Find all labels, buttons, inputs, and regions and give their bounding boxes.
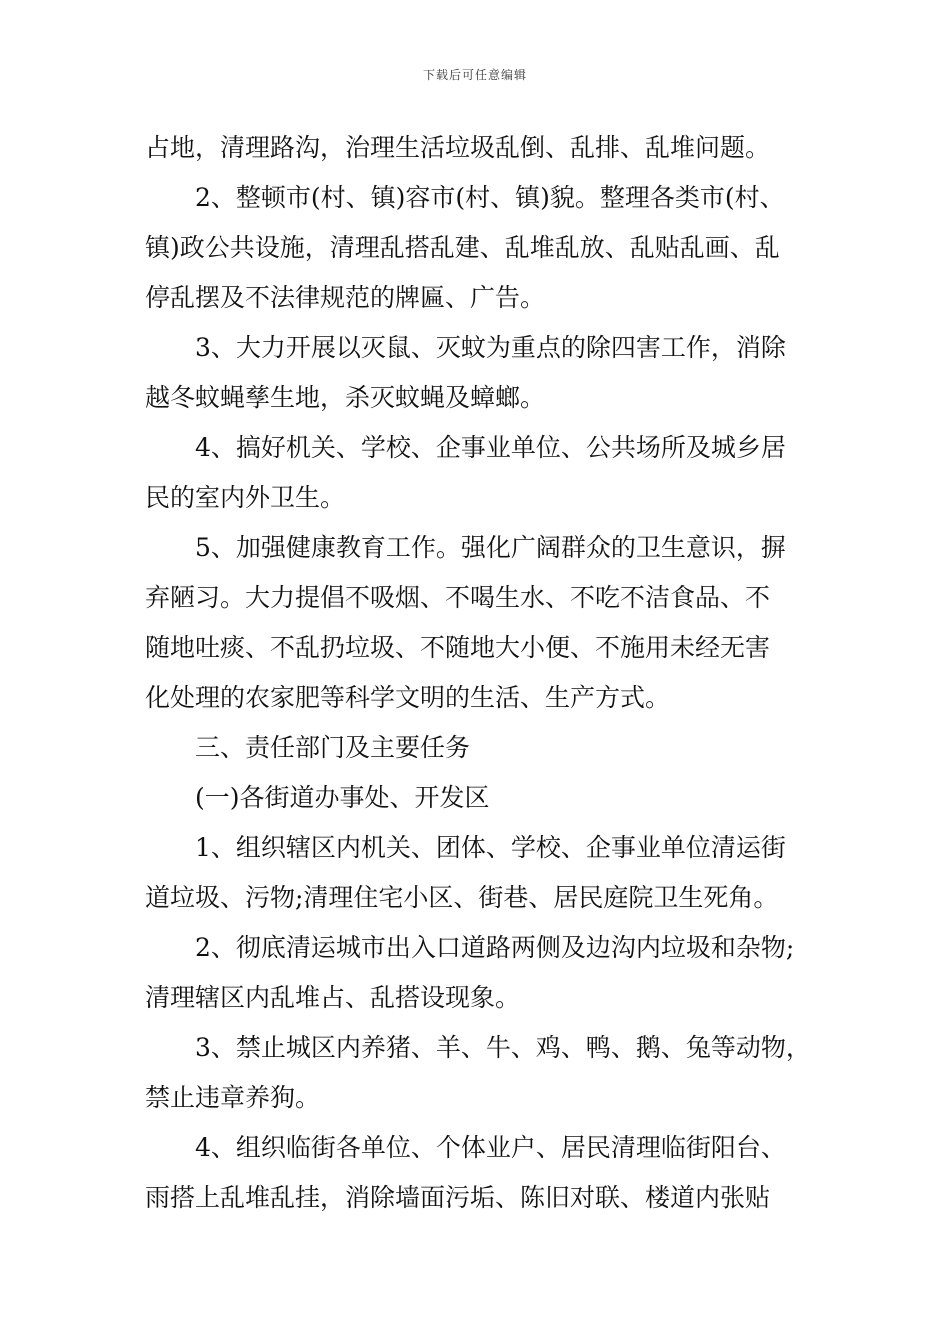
text-line: 道垃圾、污物;清理住宅小区、街巷、居民庭院卫生死角。 bbox=[145, 883, 779, 912]
text-line: 5、加强健康教育工作。强化广阔群众的卫生意识，摒 bbox=[195, 533, 786, 562]
text-line: 镇)政公共设施，清理乱搭乱建、乱堆乱放、乱贴乱画、乱 bbox=[145, 233, 780, 262]
page-header-note: 下载后可任意编辑 bbox=[422, 68, 527, 82]
text-line: 禁止违章养狗。 bbox=[145, 1083, 321, 1112]
text-line: 民的室内外卫生。 bbox=[145, 483, 346, 512]
document-body bbox=[145, 128, 825, 1228]
text-line: 雨搭上乱堆乱挂，消除墙面污垢、陈旧对联、楼道内张贴 bbox=[145, 1183, 771, 1212]
text-line: 2、整顿市(村、镇)容市(村、镇)貌。整理各类市(村、 bbox=[195, 183, 785, 212]
text-line: 4、组织临街各单位、个体业户、居民清理临街阳台、 bbox=[195, 1133, 786, 1162]
text-line: 3、禁止城区内养猪、羊、牛、鸡、鸭、鹅、兔等动物， bbox=[195, 1033, 811, 1062]
text-line: 占地，清理路沟，治理生活垃圾乱倒、乱排、乱堆问题。 bbox=[145, 133, 771, 162]
text-line: 随地吐痰、不乱扔垃圾、不随地大小便、不施用未经无害 bbox=[145, 633, 771, 662]
section-heading: 三、责任部门及主要任务 bbox=[195, 733, 471, 762]
text-line: 2、彻底清运城市出入口道路两侧及边沟内垃圾和杂物; bbox=[195, 933, 795, 962]
text-line: 清理辖区内乱堆占、乱搭设现象。 bbox=[145, 983, 521, 1012]
text-line: 越冬蚊蝇孳生地，杀灭蚊蝇及蟑螂。 bbox=[145, 383, 546, 412]
text-line: 化处理的农家肥等科学文明的生活、生产方式。 bbox=[145, 683, 671, 712]
text-line: 4、搞好机关、学校、企事业单位、公共场所及城乡居 bbox=[195, 433, 786, 462]
text-line: 1、组织辖区内机关、团体、学校、企事业单位清运街 bbox=[195, 833, 786, 862]
text-line: 弃陋习。大力提倡不吸烟、不喝生水、不吃不洁食品、不 bbox=[145, 583, 771, 612]
text-line: 停乱摆及不法律规范的牌匾、广告。 bbox=[145, 283, 546, 312]
text-line: 3、大力开展以灭鼠、灭蚊为重点的除四害工作，消除 bbox=[195, 333, 786, 362]
subsection-heading: (一)各街道办事处、开发区 bbox=[195, 783, 490, 812]
